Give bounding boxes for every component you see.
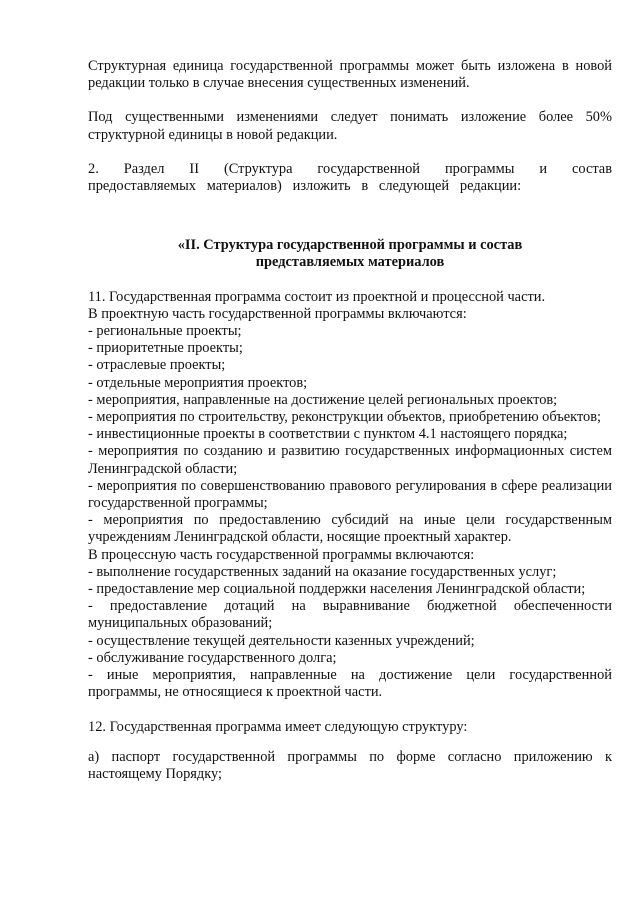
paragraph-intro-2: Под существенными изменениями следует понимать изложение более 50% структурной единицы в новой редакции.: [88, 109, 612, 143]
paragraph-item-12: 12. Государственная программа имеет следующую структуру:: [88, 718, 468, 735]
list-item: В процессную часть государственной программы включаются:: [88, 546, 475, 563]
list-item: - предоставление мер социальной поддержки населения Ленинградской области;: [88, 581, 586, 598]
section-heading-line-2: представляемых материалов: [255, 254, 445, 271]
list-item: - иные мероприятия, направленные на достижение цели государственной программы, не относящиеся к проектной части.: [88, 667, 612, 701]
list-item: - отдельные мероприятия проектов;: [88, 374, 308, 391]
list-item: - приоритетные проекты;: [88, 340, 243, 357]
list-item: - выполнение государственных заданий на оказание государственных услуг;: [88, 563, 557, 580]
paragraph-intro-1: Структурная единица государственной программы может быть изложена в новой редакции только в случае внесения существенных изменений.: [88, 58, 612, 92]
list-item: - отраслевые проекты;: [88, 357, 226, 374]
list-item: - мероприятия по предоставлению субсидий на иные цели государственным учреждениям Ленинградской области, носящие проектный характер.: [88, 512, 612, 546]
list-item: 11. Государственная программа состоит из проектной и процессной части.: [88, 288, 546, 305]
list-item: - инвестиционные проекты в соответствии с пунктом 4.1 настоящего порядка;: [88, 426, 568, 443]
section-body: [88, 289, 612, 702]
list-item: - мероприятия по созданию и развитию государственных информационных систем Ленинградской области;: [88, 443, 612, 477]
list-item: - региональные проекты;: [88, 323, 242, 340]
list-item: - обслуживание государственного долга;: [88, 649, 337, 666]
paragraph-intro-3: 2. Раздел II (Структура государственной программы и состав предоставляемых материалов) изложить в следующей редакции:: [88, 160, 612, 195]
document-page: [88, 58, 612, 783]
list-item: - мероприятия, направленные на достижение целей региональных проектов;: [88, 391, 558, 408]
list-item: В проектную часть государственной программы включаются:: [88, 305, 467, 322]
section-heading-line-1: «II. Структура государственной программы и состав: [177, 237, 523, 254]
paragraph-item-12a: а) паспорт государственной программы по форме согласно приложению к настоящему Порядку;: [88, 748, 612, 782]
list-item: - предоставление дотаций на выравнивание бюджетной обеспеченности муниципальных образований;: [88, 598, 612, 632]
list-item: - осуществление текущей деятельности казенных учреждений;: [88, 632, 475, 649]
list-item: - мероприятия по совершенствованию правового регулирования в сфере реализации государственной программы;: [88, 477, 612, 512]
list-item: - мероприятия по строительству, реконструкции объектов, приобретению объектов;: [88, 409, 602, 426]
